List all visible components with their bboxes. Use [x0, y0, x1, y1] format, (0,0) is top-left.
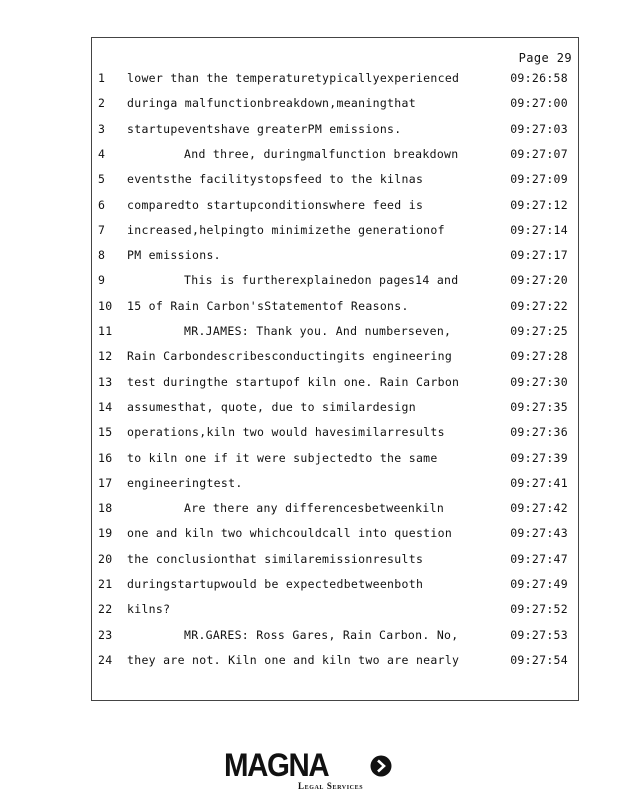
logo-tagline: Legal Services — [298, 781, 364, 791]
line-timestamp: 09:27:53 — [510, 627, 568, 642]
line-number: 14 — [98, 399, 113, 414]
transcript-line — [92, 273, 578, 291]
transcript-line — [92, 476, 578, 494]
line-number: 24 — [98, 652, 113, 667]
transcript-line — [92, 653, 578, 671]
line-number: 3 — [98, 121, 106, 136]
transcript-line — [92, 299, 578, 317]
line-text: MR.JAMES: Thank you. And numberseven, — [184, 324, 452, 338]
transcript-line — [92, 577, 578, 595]
line-timestamp: 09:27:52 — [510, 602, 568, 617]
line-timestamp: 09:27:03 — [510, 121, 568, 136]
line-text: Are there any differencesbetweenkiln — [184, 501, 445, 516]
line-number: 15 — [98, 425, 113, 440]
line-number: 2 — [98, 96, 106, 111]
line-timestamp: 09:27:41 — [510, 475, 568, 490]
line-text: Rain Carbondescribesconductingits engineering — [127, 349, 453, 364]
line-text: one and kiln two whichcouldcall into question — [127, 526, 453, 541]
transcript-line — [92, 602, 578, 620]
line-timestamp: 09:27:43 — [510, 526, 568, 541]
transcript-line — [92, 501, 578, 519]
line-text: to kiln one if it were subjectedto the same — [127, 450, 438, 465]
line-timestamp: 09:27:30 — [510, 374, 568, 389]
line-number: 20 — [98, 551, 113, 566]
line-text: operations,kiln two would havesimilarresults — [127, 425, 445, 440]
line-timestamp: 09:27:49 — [510, 577, 568, 591]
transcript-line — [92, 248, 578, 266]
line-number: 22 — [98, 602, 113, 617]
line-number: 4 — [98, 146, 106, 161]
transcript-line — [92, 451, 578, 469]
line-text: increased,helpingto minimizethe generationof — [127, 222, 445, 237]
line-timestamp: 09:27:54 — [510, 652, 568, 667]
line-number: 16 — [98, 450, 113, 465]
line-timestamp: 09:27:14 — [510, 222, 568, 237]
line-text: lower than the temperaturetypicallyexperienced — [127, 71, 460, 85]
line-number: 18 — [98, 501, 113, 516]
transcript-line — [92, 122, 578, 140]
transcript-line — [92, 552, 578, 570]
line-text: assumesthat, quote, due to similardesign — [127, 399, 416, 414]
line-timestamp: 09:27:09 — [510, 172, 568, 187]
line-timestamp: 09:27:20 — [510, 273, 568, 288]
line-number: 21 — [98, 577, 113, 591]
line-timestamp: 09:27:47 — [510, 551, 568, 566]
line-text: duringstartupwould be expectedbetweenboth — [127, 577, 424, 591]
transcript-line — [92, 425, 578, 443]
transcript-line — [92, 198, 578, 216]
line-number: 7 — [98, 222, 106, 237]
logo-wordmark: MAGNA — [224, 747, 329, 783]
transcript-page — [91, 37, 579, 701]
transcript-line — [92, 324, 578, 342]
line-text: This is furtherexplainedon pages14 and — [184, 273, 459, 288]
line-text: And three, duringmalfunction breakdown — [184, 146, 459, 161]
line-text: test duringthe startupof kiln one. Rain Carbon — [127, 374, 460, 389]
transcript-line — [92, 223, 578, 241]
line-number: 6 — [98, 197, 106, 212]
line-timestamp: 09:27:28 — [510, 349, 568, 364]
line-number: 1 — [98, 71, 106, 85]
transcript-line — [92, 400, 578, 418]
magna-logo — [224, 748, 396, 794]
line-text: MR.GARES: Ross Gares, Rain Carbon. No, — [184, 627, 459, 642]
chevron-right-circle-icon — [370, 755, 392, 777]
line-text: eventsthe facilitystopsfeed to the kilnas — [127, 172, 424, 187]
line-text: duringa malfunctionbreakdown,meaningthat — [127, 96, 416, 111]
line-text: startupeventshave greaterPM emissions. — [127, 121, 402, 136]
line-timestamp: 09:26:58 — [510, 71, 568, 85]
transcript-line — [92, 628, 578, 646]
line-number: 5 — [98, 172, 106, 187]
line-timestamp: 09:27:07 — [510, 146, 568, 161]
line-text: comparedto startupconditionswhere feed is — [127, 197, 424, 212]
line-text: the conclusionthat similaremissionresults — [127, 551, 424, 566]
line-timestamp: 09:27:36 — [510, 425, 568, 440]
transcript-line — [92, 526, 578, 544]
line-text: kilns? — [127, 602, 171, 617]
transcript-line — [92, 147, 578, 165]
line-text: they are not. Kiln one and kiln two are nearly — [127, 652, 460, 667]
line-number: 9 — [98, 273, 106, 288]
line-number: 11 — [98, 324, 113, 338]
line-number: 19 — [98, 526, 113, 541]
line-number: 17 — [98, 475, 113, 490]
line-number: 10 — [98, 298, 113, 313]
line-text: engineeringtest. — [127, 475, 243, 490]
line-timestamp: 09:27:25 — [510, 324, 568, 338]
line-number: 8 — [98, 248, 106, 263]
transcript-line — [92, 349, 578, 367]
line-number: 12 — [98, 349, 113, 364]
transcript-line — [92, 375, 578, 393]
line-text: 15 of Rain Carbon'sStatementof Reasons. — [127, 298, 409, 313]
line-timestamp: 09:27:35 — [510, 399, 568, 414]
transcript-line — [92, 172, 578, 190]
line-timestamp: 09:27:42 — [510, 501, 568, 516]
line-timestamp: 09:27:00 — [510, 96, 568, 111]
line-text: PM emissions. — [127, 248, 221, 263]
transcript-line — [92, 71, 578, 89]
line-timestamp: 09:27:12 — [510, 197, 568, 212]
transcript-line — [92, 96, 578, 114]
page-number: Page 29 — [518, 51, 572, 65]
line-number: 13 — [98, 374, 113, 389]
line-number: 23 — [98, 627, 113, 642]
line-timestamp: 09:27:17 — [510, 248, 568, 263]
line-timestamp: 09:27:39 — [510, 450, 568, 465]
line-timestamp: 09:27:22 — [510, 298, 568, 313]
